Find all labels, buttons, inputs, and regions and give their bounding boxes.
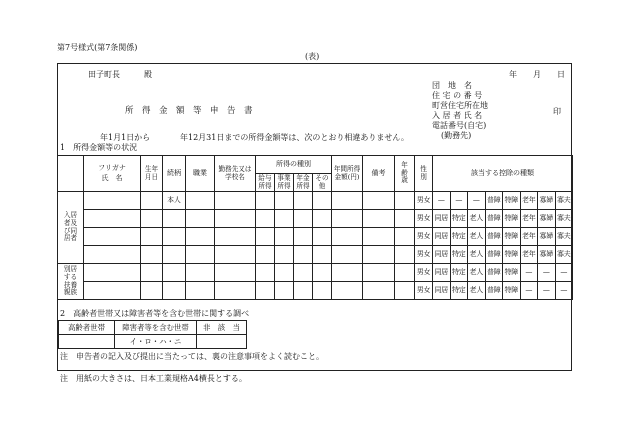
page-title: 所 得 金 額 等 申 告 書 — [125, 106, 253, 116]
workplace-cell[interactable] — [215, 192, 256, 210]
deduction-cell[interactable]: 老年 — [520, 192, 538, 210]
deduction-cell[interactable]: 老人 — [468, 228, 486, 246]
header-workplace: 勤務先又は学校名 — [215, 156, 256, 192]
birth-cell[interactable] — [141, 210, 163, 228]
group-label-resident: 入居者及び同居者 — [58, 192, 84, 264]
relation-cell[interactable] — [163, 210, 186, 228]
workplace-cell[interactable] — [215, 210, 256, 228]
income-cell[interactable] — [332, 210, 363, 228]
birth-cell[interactable] — [141, 192, 163, 210]
deduction-cell[interactable]: 特定 — [450, 282, 468, 300]
sex-option[interactable]: 男女 — [415, 192, 433, 210]
applicant-line-3: 町営住宅所在地 — [432, 101, 488, 110]
relation-cell[interactable] — [163, 282, 186, 300]
salary-cell[interactable] — [256, 228, 275, 246]
relation-cell[interactable] — [163, 228, 186, 246]
remarks-cell[interactable] — [363, 192, 395, 210]
pension-cell[interactable] — [294, 264, 313, 282]
household-disabled: 障害者等を含む世帯 — [115, 321, 197, 335]
deduction-cell[interactable]: — — [555, 282, 573, 300]
household-elderly: 高齢者世帯 — [59, 321, 115, 335]
deduction-cell[interactable]: 普障 — [485, 192, 503, 210]
header-income-type: 所得の種別 — [256, 156, 332, 174]
birth-cell[interactable] — [141, 282, 163, 300]
remarks-cell[interactable] — [363, 264, 395, 282]
remarks-cell[interactable] — [363, 246, 395, 264]
header-birth: 生年月日 — [141, 156, 163, 192]
name-cell[interactable] — [84, 228, 141, 246]
pension-cell[interactable] — [294, 192, 313, 210]
relation-cell[interactable] — [163, 246, 186, 264]
header-deduction: 該当する控除の種類 — [433, 156, 573, 192]
deduction-cell[interactable]: 老人 — [468, 210, 486, 228]
household-none: 非 該 当 — [197, 321, 247, 335]
occupation-cell[interactable] — [186, 192, 215, 210]
name-cell[interactable] — [84, 210, 141, 228]
occupation-cell[interactable] — [186, 210, 215, 228]
pension-cell[interactable] — [294, 228, 313, 246]
workplace-cell[interactable] — [215, 282, 256, 300]
pension-cell[interactable] — [294, 210, 313, 228]
deduction-cell[interactable]: — — [468, 192, 486, 210]
income-cell[interactable] — [332, 264, 363, 282]
sex-option[interactable]: 男女 — [415, 246, 433, 264]
birth-cell[interactable] — [141, 246, 163, 264]
table-row — [58, 192, 573, 210]
deduction-cell[interactable]: 特障 — [503, 246, 521, 264]
occupation-cell[interactable] — [186, 228, 215, 246]
header-sex: 性別 — [415, 156, 433, 192]
deduction-cell[interactable]: 老年 — [520, 246, 538, 264]
other-cell[interactable] — [313, 246, 332, 264]
deduction-cell[interactable]: 普障 — [485, 264, 503, 282]
remarks-cell[interactable] — [363, 282, 395, 300]
age-cell[interactable] — [395, 210, 415, 228]
income-table — [57, 155, 573, 300]
salary-cell[interactable] — [256, 210, 275, 228]
header-furigana-name: フリガナ 氏 名 — [84, 156, 141, 192]
name-cell[interactable] — [84, 282, 141, 300]
age-cell[interactable] — [395, 246, 415, 264]
header-annual-income: 年間所得金額(円) — [332, 156, 363, 192]
remarks-cell[interactable] — [363, 210, 395, 228]
sex-option[interactable]: 男女 — [415, 282, 433, 300]
occupation-cell[interactable] — [186, 282, 215, 300]
applicant-line-2: 住 宅 の 番 号 — [432, 91, 483, 100]
deduction-cell[interactable]: 寡夫 — [555, 192, 573, 210]
household-table — [58, 320, 247, 349]
deduction-cell[interactable]: 同居 — [433, 264, 451, 282]
income-cell[interactable] — [332, 246, 363, 264]
deduction-cell[interactable]: — — [433, 192, 451, 210]
remarks-cell[interactable] — [363, 228, 395, 246]
sex-option[interactable]: 男女 — [415, 210, 433, 228]
income-cell[interactable] — [332, 192, 363, 210]
section1-title: 1 所得金額等の状況 — [60, 143, 138, 152]
group-label-separate: 別居する扶養親族 — [58, 264, 84, 300]
deduction-cell[interactable]: 普障 — [485, 246, 503, 264]
business-cell[interactable] — [275, 192, 294, 210]
age-cell[interactable] — [395, 264, 415, 282]
deduction-cell[interactable]: 老年 — [520, 228, 538, 246]
header-remarks: 備考 — [363, 156, 395, 192]
deduction-cell[interactable]: 寡婦 — [538, 210, 556, 228]
deduction-cell[interactable]: — — [520, 282, 538, 300]
age-cell[interactable] — [395, 192, 415, 210]
relation-self: 本人 — [163, 192, 186, 210]
deduction-cell[interactable]: — — [520, 264, 538, 282]
occupation-cell[interactable] — [186, 264, 215, 282]
workplace-cell[interactable] — [215, 228, 256, 246]
deduction-cell[interactable]: 普障 — [485, 210, 503, 228]
deduction-cell[interactable]: 特障 — [503, 264, 521, 282]
header-salary: 給与所得 — [256, 174, 275, 192]
occupation-cell[interactable] — [186, 246, 215, 264]
relation-cell[interactable] — [163, 264, 186, 282]
other-cell[interactable] — [313, 210, 332, 228]
workplace-cell[interactable] — [215, 264, 256, 282]
deduction-cell[interactable]: 普障 — [485, 282, 503, 300]
table-row — [58, 246, 573, 264]
table-row — [58, 228, 573, 246]
deduction-cell[interactable]: 特障 — [503, 282, 521, 300]
other-cell[interactable] — [313, 282, 332, 300]
deduction-cell[interactable]: 寡夫 — [555, 246, 573, 264]
pension-cell[interactable] — [294, 282, 313, 300]
deduction-cell[interactable]: 特定 — [450, 246, 468, 264]
workplace-cell[interactable] — [215, 246, 256, 264]
deduction-cell[interactable]: 特定 — [450, 210, 468, 228]
business-cell[interactable] — [275, 210, 294, 228]
deduction-cell[interactable]: 寡婦 — [538, 228, 556, 246]
declaration-to: 年12月31日までの所得金額等は、次のとおり相違ありません。 — [180, 133, 409, 142]
business-cell[interactable] — [275, 246, 294, 264]
header-occupation: 職業 — [186, 156, 215, 192]
deduction-cell[interactable]: 老人 — [468, 282, 486, 300]
household-codes[interactable]: イ・ロ・ハ・ニ — [115, 335, 197, 349]
header-blank — [58, 156, 84, 192]
table-row — [58, 282, 573, 300]
date-label: 年 月 日 — [509, 70, 565, 79]
header-relation: 続柄 — [163, 156, 186, 192]
applicant-line-1: 団 地 名 — [432, 81, 472, 90]
deduction-cell[interactable]: 普障 — [485, 228, 503, 246]
age-cell[interactable] — [395, 228, 415, 246]
salary-cell[interactable] — [256, 246, 275, 264]
deduction-cell[interactable]: 寡夫 — [555, 228, 573, 246]
deduction-cell[interactable]: 老人 — [468, 246, 486, 264]
deduction-cell[interactable]: — — [538, 264, 556, 282]
sex-option[interactable]: 男女 — [415, 228, 433, 246]
salary-cell[interactable] — [256, 264, 275, 282]
note-1: 注 申告者の記入及び提出に当たっては、裏の注意事項をよく読むこと。 — [60, 352, 324, 361]
pension-cell[interactable] — [294, 246, 313, 264]
applicant-line-5: 電話番号(自宅) — [432, 121, 487, 130]
deduction-cell[interactable]: 寡婦 — [538, 192, 556, 210]
deduction-cell[interactable]: 老年 — [520, 210, 538, 228]
section2-title: 2 高齢者世帯又は障害者等を含む世帯に関する調べ — [60, 309, 250, 318]
header-pension: 年金所得 — [294, 174, 313, 192]
business-cell[interactable] — [275, 264, 294, 282]
business-cell[interactable] — [275, 228, 294, 246]
age-cell[interactable] — [395, 282, 415, 300]
deduction-cell[interactable]: 同居 — [433, 246, 451, 264]
name-cell[interactable] — [84, 264, 141, 282]
declaration-from: 年1月1日から — [100, 133, 151, 142]
deduction-cell[interactable]: 同居 — [433, 210, 451, 228]
household-elderly-check[interactable] — [59, 335, 115, 349]
deduction-cell[interactable]: — — [538, 282, 556, 300]
birth-cell[interactable] — [141, 228, 163, 246]
side-label: (表) — [305, 52, 320, 61]
addressee: 田子町長 殿 — [88, 70, 152, 79]
work-phone-label: (勤務先) — [441, 131, 472, 140]
income-cell[interactable] — [332, 228, 363, 246]
table-row — [58, 210, 573, 228]
note-2: 注 用紙の大きさは、日本工業規格A4横長とする。 — [60, 374, 247, 383]
deduction-cell[interactable]: 寡夫 — [555, 210, 573, 228]
deduction-cell[interactable]: — — [450, 192, 468, 210]
deduction-cell[interactable]: 同居 — [433, 282, 451, 300]
deduction-cell[interactable]: 老人 — [468, 264, 486, 282]
deduction-cell[interactable]: 同居 — [433, 228, 451, 246]
seal-mark: 印 — [553, 107, 561, 116]
deduction-cell[interactable]: 特障 — [503, 192, 521, 210]
name-cell[interactable] — [84, 192, 141, 210]
household-none-check[interactable] — [197, 335, 247, 349]
deduction-cell[interactable]: 特定 — [450, 228, 468, 246]
header-other: その他 — [313, 174, 332, 192]
sex-option[interactable]: 男女 — [415, 264, 433, 282]
salary-cell[interactable] — [256, 282, 275, 300]
income-cell[interactable] — [332, 282, 363, 300]
other-cell[interactable] — [313, 228, 332, 246]
other-cell[interactable] — [313, 192, 332, 210]
deduction-cell[interactable]: 特定 — [450, 264, 468, 282]
form-number: 第7号様式(第7条関係) — [57, 43, 138, 52]
applicant-line-4: 入 居 者 氏 名 — [432, 111, 483, 120]
other-cell[interactable] — [313, 264, 332, 282]
name-cell[interactable] — [84, 246, 141, 264]
business-cell[interactable] — [275, 282, 294, 300]
header-business: 事業所得 — [275, 174, 294, 192]
table-row — [58, 264, 573, 282]
deduction-cell[interactable]: — — [555, 264, 573, 282]
salary-cell[interactable] — [256, 192, 275, 210]
deduction-cell[interactable]: 特障 — [503, 210, 521, 228]
birth-cell[interactable] — [141, 264, 163, 282]
header-age: 年齢歳 — [395, 156, 415, 192]
deduction-cell[interactable]: 寡婦 — [538, 246, 556, 264]
deduction-cell[interactable]: 特障 — [503, 228, 521, 246]
